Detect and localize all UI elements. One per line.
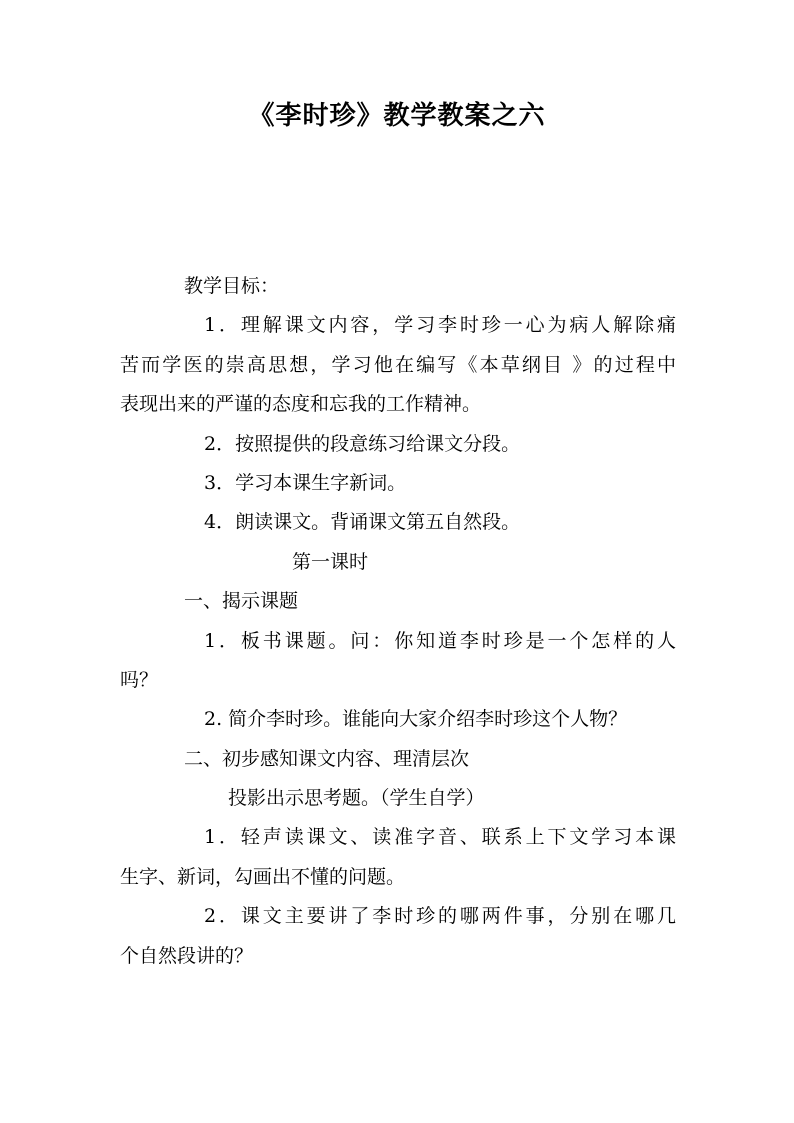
paragraph-line: 表现出来的严谨的态度和忘我的工作精神。 <box>120 393 482 416</box>
section-heading: 一、揭示课题 <box>184 590 299 613</box>
paragraph-line: 4．朗读课文。背诵课文第五自然段。 <box>204 511 521 534</box>
paragraph-line: 2．课文主要讲了李时珍的哪两件事，分别在哪几 <box>204 905 676 928</box>
paragraph-line: 1．板书课题。问：你知道李时珍是一个怎样的人 <box>204 629 676 652</box>
section-heading: 二、初步感知课文内容、理清层次 <box>184 747 470 770</box>
paragraph-line: 个自然段讲的？ <box>120 944 254 967</box>
paragraph-line: 1．理解课文内容，学习李时珍一心为病人解除痛 <box>204 314 676 337</box>
lesson-heading: 第一课时 <box>292 550 369 573</box>
paragraph-line: 3．学习本课生字新词。 <box>204 471 407 494</box>
document-body <box>120 267 676 976</box>
paragraph-line: 1．轻声读课文、读准字音、联系上下文学习本课 <box>204 826 676 849</box>
paragraph-line: 投影出示思考题。（学生自学） <box>228 787 485 810</box>
paragraph-line: 生字、新词，勾画出不懂的问题。 <box>120 865 406 888</box>
document-title: 《李时珍》教学教案之六 <box>248 101 546 131</box>
paragraph-line: 吗？ <box>120 668 159 691</box>
paragraph-line: 苦而学医的崇高思想，学习他在编写《本草纲目 》的过程中 <box>120 353 676 376</box>
paragraph-line: 2．按照提供的段意练习给课文分段。 <box>204 432 521 455</box>
section-heading-objectives: 教学目标： <box>184 275 280 297</box>
paragraph-line: 2. 简介李时珍。谁能向大家介绍李时珍这个人物？ <box>204 708 628 731</box>
